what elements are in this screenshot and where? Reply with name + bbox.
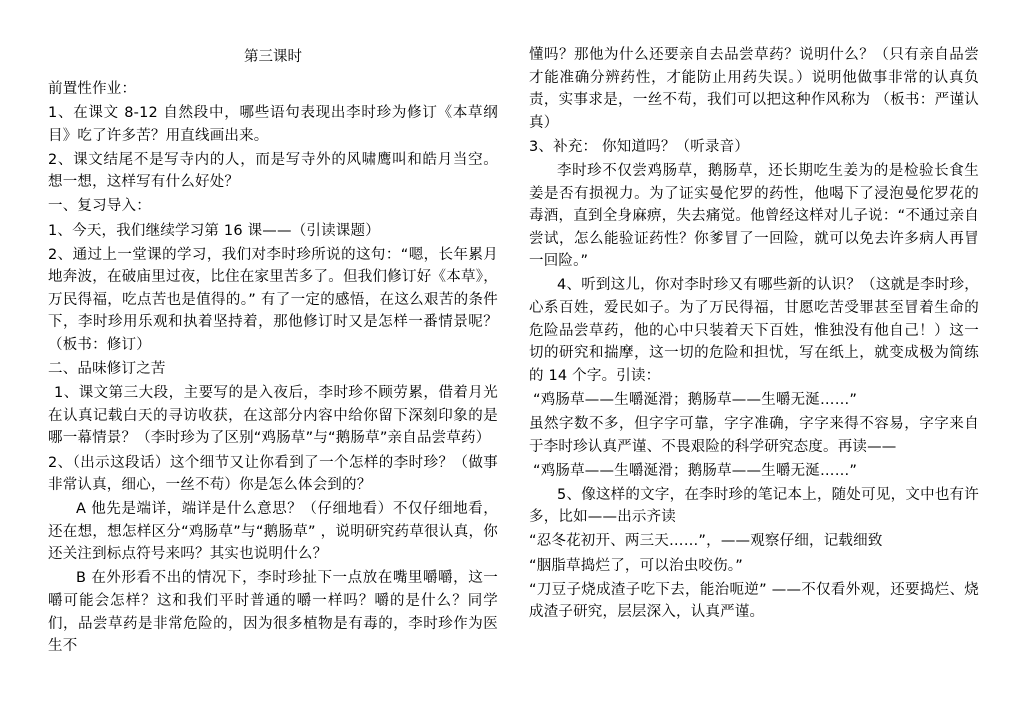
- paragraph: 4、听到这儿，你对李时珍又有哪些新的认识？（这就是李时珍，心系百姓，爱民如子。为了万民得福，甘愿吃苦受罪甚至冒着生命的危险品尝草药，他的心中只装着天下百姓，惟独没有他自己！）这一切的研究和揣摩，这一切的危险和担忧，写在纸上，就变成极为简练的 14 个字。引读：: [529, 277, 979, 384]
- paragraph: 3、补充： 你知道吗？（听录音）: [529, 138, 750, 155]
- quote: “胭脂草捣烂了，可以治虫咬伤。”: [529, 557, 743, 574]
- paragraph: 1、课文第三大段，主要写的是入夜后，李时珍不顾劳累，借着月光在认真记载白天的寻访收获，在这部分内容中给你留下深刻印象的是哪一幕情景？（李时珍为了区别“鸡肠草”与“鹅肠草”亲自品尝草药）: [48, 385, 498, 447]
- paragraph: 李时珍不仅尝鸡肠草，鹅肠草，还长期吃生姜为的是检验长食生姜是否有损视力。为了证实曼佗罗的药性，他喝下了浸泡曼佗罗花的毒酒，直到全身麻痹，失去痛觉。他曾经这样对儿子说：“不通过亲自尝试，怎么能验证药性？你爹冒了一回险，就可以免去许多病人再冒一回险。”: [529, 162, 979, 270]
- section-heading: 二、品味修订之苦: [48, 361, 166, 378]
- section-heading: 一、复习导入：: [48, 198, 151, 215]
- paragraph: 2、（出示这段话）这个细节又让你看到了一个怎样的李时珍？（做事非常认真，细心，一丝不苟）你是怎么体会到的？: [48, 454, 498, 494]
- quote: “鸡肠草——生嚼涎滑；鹅肠草——生嚼无涎……”: [533, 462, 858, 479]
- paragraph: A 他先是端详，端详是什么意思？（仔细地看）不仅仔细地看，还在想，想怎样区分“鸡肠草”与“鹅肠草” ，说明研究药草很认真，你还关注到标点符号来吗？其实也说明什么？: [48, 501, 498, 563]
- lesson-title: 第三课时: [244, 49, 302, 65]
- quote: “刀豆子烧成渣子吃下去，能治呃逆” ——不仅看外观，还要捣烂、烧成渣子研究，层层深入，认真严谨。: [529, 581, 979, 621]
- quote: “鸡肠草——生嚼涎滑；鹅肠草——生嚼无涎……”: [533, 391, 858, 408]
- paragraph: 1、在课文 8-12 自然段中，哪些语句表现出李时珍为修订《本草纲目》吃了许多苦？用直线画出来。: [48, 105, 498, 144]
- paragraph: B 在外形看不出的情况下，李时珍扯下一点放在嘴里嚼嚼，这一嚼可能会怎样？这和我们平时普通的嚼一样吗？嚼的是什么？同学们，品尝草药是非常危险的，因为很多植物是有毒的，李时珍作为医生不: [48, 570, 498, 655]
- paragraph: 懂吗？那他为什么还要亲自去品尝草药？说明什么？（只有亲自品尝才能准确分辨药性，才能防止用药失误。）说明他做事非常的认真负责，实事求是，一丝不苟，我们可以把这种作风称为 （板书：严谨认真）: [529, 47, 979, 131]
- paragraph: 2、通过上一堂课的学习，我们对李时珍所说的这句：“嗯，长年累月地奔波，在破庙里过夜，比住在家里苦多了。但我们修订好《本草》，万民得福，吃点苦也是值得的。” 有了一定的感悟，在这么艰苦的条件下，李时珍用乐观和执着坚持着，那他修订时又是怎样一番情景呢？（板书：修订）: [48, 246, 498, 354]
- paragraph: 1、今天，我们继续学习第 16 课——（引读课题）: [48, 222, 380, 239]
- right-column: [529, 44, 979, 625]
- left-column: [48, 40, 498, 659]
- quote: “忍冬花初开、两三天……”，——观察仔细，记载细致: [529, 533, 883, 550]
- paragraph: 5、像这样的文字，在李时珍的笔记本上，随处可见，文中也有许多，比如——出示齐读: [529, 486, 979, 526]
- paragraph: 前置性作业：: [48, 81, 137, 97]
- paragraph: 2、课文结尾不是写寺内的人，而是写寺外的风啸鹰叫和皓月当空。想一想，这样写有什么好处？: [48, 151, 498, 191]
- paragraph: 虽然字数不多，但字字可靠，字字准确，字字来得不容易，字字来自于李时珍认真严谨、不畏艰险的科学研究态度。再读——: [529, 416, 979, 455]
